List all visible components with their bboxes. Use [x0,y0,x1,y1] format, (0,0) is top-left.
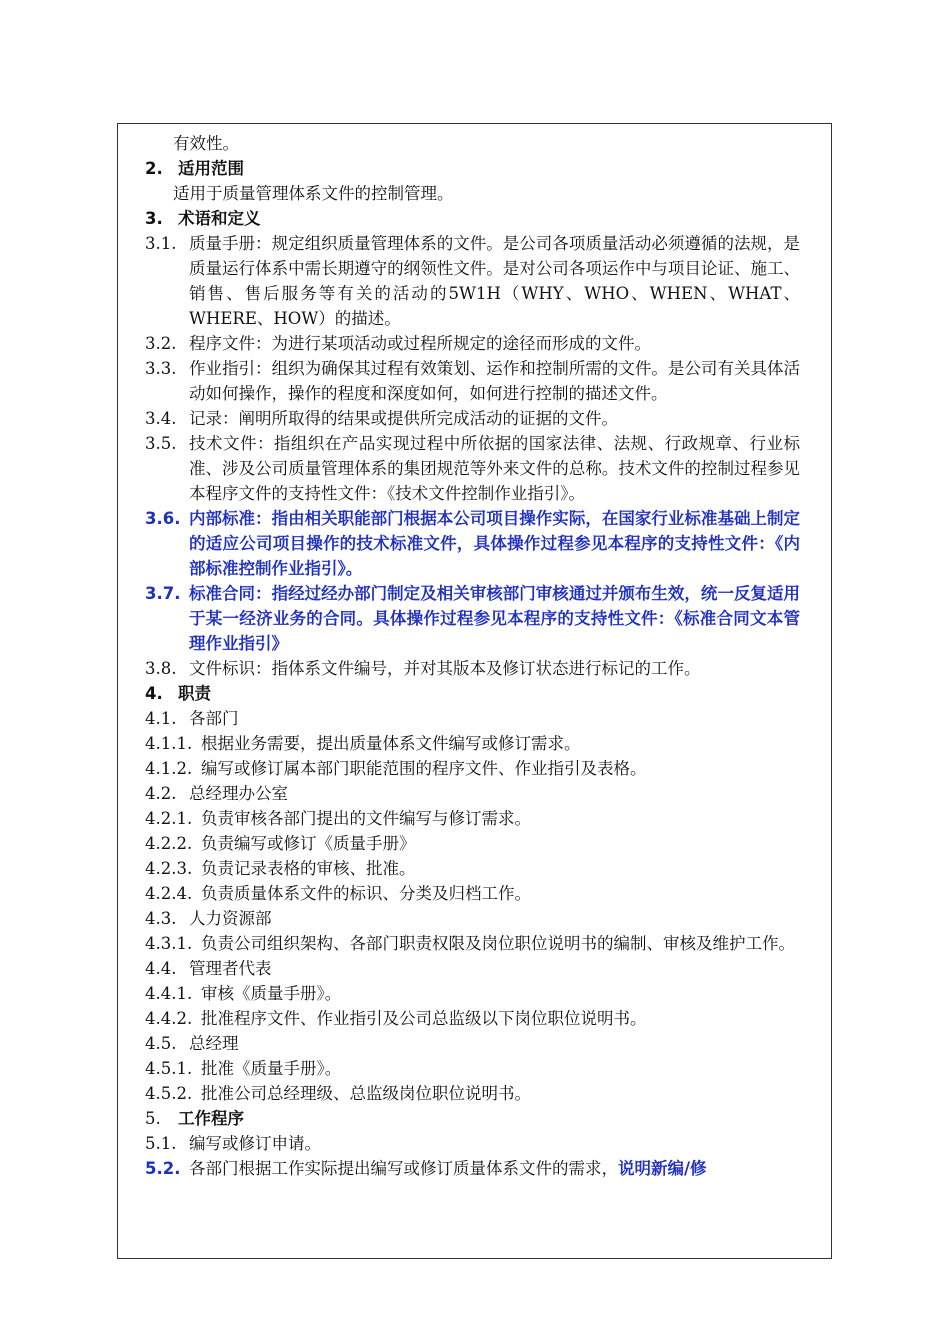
item-4-1: 4.1. 各部门 [145,709,239,728]
item-3-2: 3.2. 程序文件：为进行某项活动或过程所规定的途径而形成的文件。 [145,334,651,353]
section-2-heading: 2. 适用范围 [145,159,244,178]
item-5-2-highlight: 说明新编/修 [618,1159,707,1178]
item-4-4-1: 4.4.1. 审核《质量手册》。 [145,984,342,1003]
item-4-2-2: 4.2.2. 负责编写或修订《质量手册》 [145,834,416,853]
item-3-3: 3.3. 作业指引：组织为确保其过程有效策划、运作和控制所需的文件。是公司有关具体活动如何操作，操作的程度和深度如何，如何进行控制的描述文件。 [145,359,800,403]
section-2-body: 适用于质量管理体系文件的控制管理。 [173,184,454,203]
item-5-2-text: 各部门根据工作实际提出编写或修订质量体系文件的需求， [189,1159,618,1178]
item-4-2-3: 4.2.3. 负责记录表格的审核、批准。 [145,859,416,878]
item-4-5-1: 4.5.1. 批准《质量手册》。 [145,1059,342,1078]
item-4-4: 4.4. 管理者代表 [145,959,272,978]
item-4-5-2: 4.5.2. 批准公司总经理级、总监级岗位职位说明书。 [145,1084,531,1103]
section-5-heading: 5. 工作程序 [145,1109,244,1128]
item-3-5: 3.5. 技术文件：指组织在产品实现过程中所依据的国家法律、法规、行政规章、行业标准、涉及公司质量管理体系的集团规范等外来文件的总称。技术文件的控制过程参见本程序文件的支持性文件：《技术文件控制作业指引》。 [145,434,800,503]
item-4-3: 4.3. 人力资源部 [145,909,272,928]
item-5-2: 5.2. 各部门根据工作实际提出编写或修订质量体系文件的需求，说明新编/修 [145,1159,707,1178]
item-4-2-1: 4.2.1. 负责审核各部门提出的文件编写与修订需求。 [145,809,531,828]
item-5-1: 5.1. 编写或修订申请。 [145,1134,321,1153]
item-3-6: 3.6. 内部标准：指由相关职能部门根据本公司项目操作实际，在国家行业标准基础上制定的适应公司项目操作的技术标准文件，具体操作过程参见本程序的支持性文件：《内部标准控制作业指引》。 [145,509,800,578]
document-body [145,131,800,1181]
item-4-3-1: 4.3.1. 负责公司组织架构、各部门职责权限及岗位职位说明书的编制、审核及维护工作。 [145,934,795,953]
item-3-4: 3.4. 记录：阐明所取得的结果或提供所完成活动的证据的文件。 [145,409,618,428]
section-3-heading: 3. 术语和定义 [145,209,261,228]
item-3-7: 3.7. 标准合同：指经过经办部门制定及相关审核部门审核通过并颁布生效，统一反复适用于某一经济业务的合同。具体操作过程参见本程序的支持性文件：《标准合同文本管理作业指引》 [145,584,800,653]
item-4-1-2: 4.1.2. 编写或修订属本部门职能范围的程序文件、作业指引及表格。 [145,759,647,778]
item-4-5: 4.5. 总经理 [145,1034,239,1053]
section-4-heading: 4. 职责 [145,684,211,703]
item-4-4-2: 4.4.2. 批准程序文件、作业指引及公司总监级以下岗位职位说明书。 [145,1009,647,1028]
item-4-2: 4.2. 总经理办公室 [145,784,288,803]
continuation-line: 有效性。 [173,134,239,153]
item-4-1-1: 4.1.1. 根据业务需要，提出质量体系文件编写或修订需求。 [145,734,581,753]
item-4-2-4: 4.2.4. 负责质量体系文件的标识、分类及归档工作。 [145,884,531,903]
item-3-8: 3.8. 文件标识：指体系文件编号，并对其版本及修订状态进行标记的工作。 [145,659,701,678]
item-3-1: 3.1. 质量手册：规定组织质量管理体系的文件。是公司各项质量活动必须遵循的法规，是质量运行体系中需长期遵守的纲领性文件。是对公司各项运作中与项目论证、施工、销售、售后服务等有关的活动的5W1H（WHY、WHO、WHEN、WHAT、WHERE、HOW）的描述。 [145,234,800,328]
